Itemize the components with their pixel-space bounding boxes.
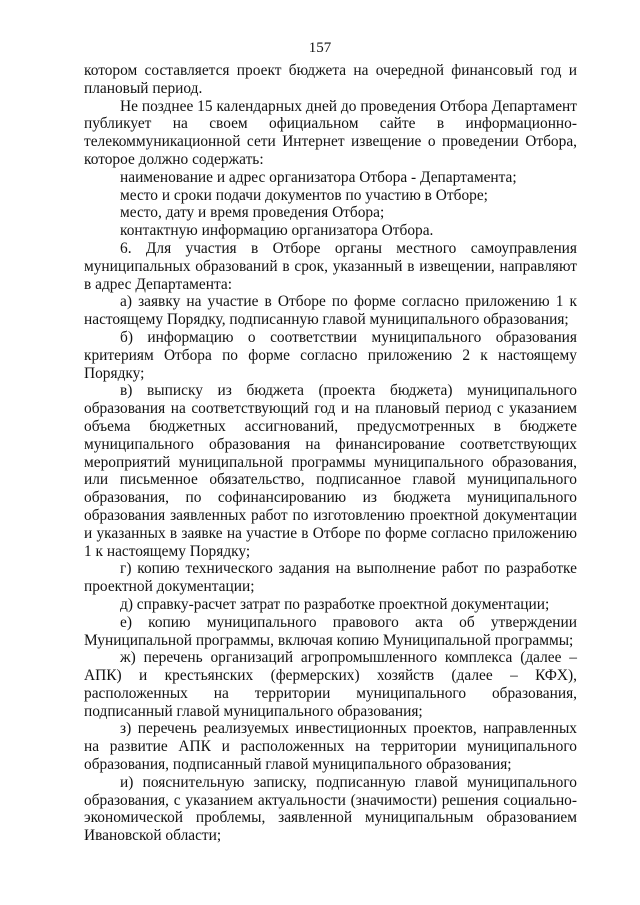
paragraph-item-g: г) копию технического задания на выполнение работ по разработке проектной документации; [84,560,577,596]
paragraph-notice-item: наименование и адрес организатора Отбора - Департамента; [120,168,517,186]
document-body [84,62,577,845]
paragraph-item-v: в) выписку из бюджета (проекта бюджета) муниципального образования на соответствующий год и на плановый период с указанием объема бюджетных ассигнований, предусмотренных в бюджете муниципального образования на финансирование соответствующих мероприятий муниципальной программы муниципального образования, или письменное обязательство, подписанное главой муниципального образования, по софинансированию из бюджета муниципального образования заявленных работ по изготовлению проектной документации и указанных в заявке на участие в Отборе по форме согласно приложению 1 к настоящему Порядку; [84,382,577,560]
paragraph-section-6: 6. Для участия в Отборе органы местного самоуправления муниципальных образований в срок, указанный в извещении, направляют в адрес Департамента: [84,239,577,293]
paragraph-continuation: котором составляется проект бюджета на очередной финансовый год и плановый период. [84,62,577,97]
paragraph-item-zh: ж) перечень организаций агропромышленного комплекса (далее – АПК) и крестьянских (фермерских) хозяйств (далее – КФХ), расположенных на территории муниципального образования, подписанный главой муниципального образования; [84,649,577,720]
paragraph-item-i: и) пояснительную записку, подписанную главой муниципального образования, с указанием актуальности (значимости) решения социально-экономической проблемы, заявленной муниципальным образованием Ивановской области; [84,773,577,845]
paragraph-item-e: е) копию муниципального правового акта об утверждении Муниципальной программы, включая копию Муниципальной программы; [84,613,577,649]
paragraph-notice-item: место, дату и время проведения Отбора; [120,204,385,222]
paragraph-notice: Не позднее 15 календарных дней до проведения Отбора Департамент публикует на своем официальном сайте в информационно-телекоммуникационной сети Интернет извещение о проведении Отбора, которое должно содержать: [84,97,577,168]
paragraph-item-a: а) заявку на участие в Отборе по форме согласно приложению 1 к настоящему Порядку, подписанную главой муниципального образования; [84,293,577,329]
paragraph-notice-item: контактную информацию организатора Отбора. [120,222,434,240]
paragraph-item-b: б) информацию о соответствии муниципального образования критериям Отбора по форме согласно приложению 2 к настоящему Порядку; [84,328,577,382]
page-number: 157 [308,40,332,56]
paragraph-item-d: д) справку-расчет затрат по разработке проектной документации; [120,595,550,613]
paragraph-notice-item: место и сроки подачи документов по участию в Отборе; [120,186,488,204]
paragraph-item-z: з) перечень реализуемых инвестиционных проектов, направленных на развитие АПК и расположенных на территории муниципального образования, подписанный главой муниципального образования; [84,720,577,774]
